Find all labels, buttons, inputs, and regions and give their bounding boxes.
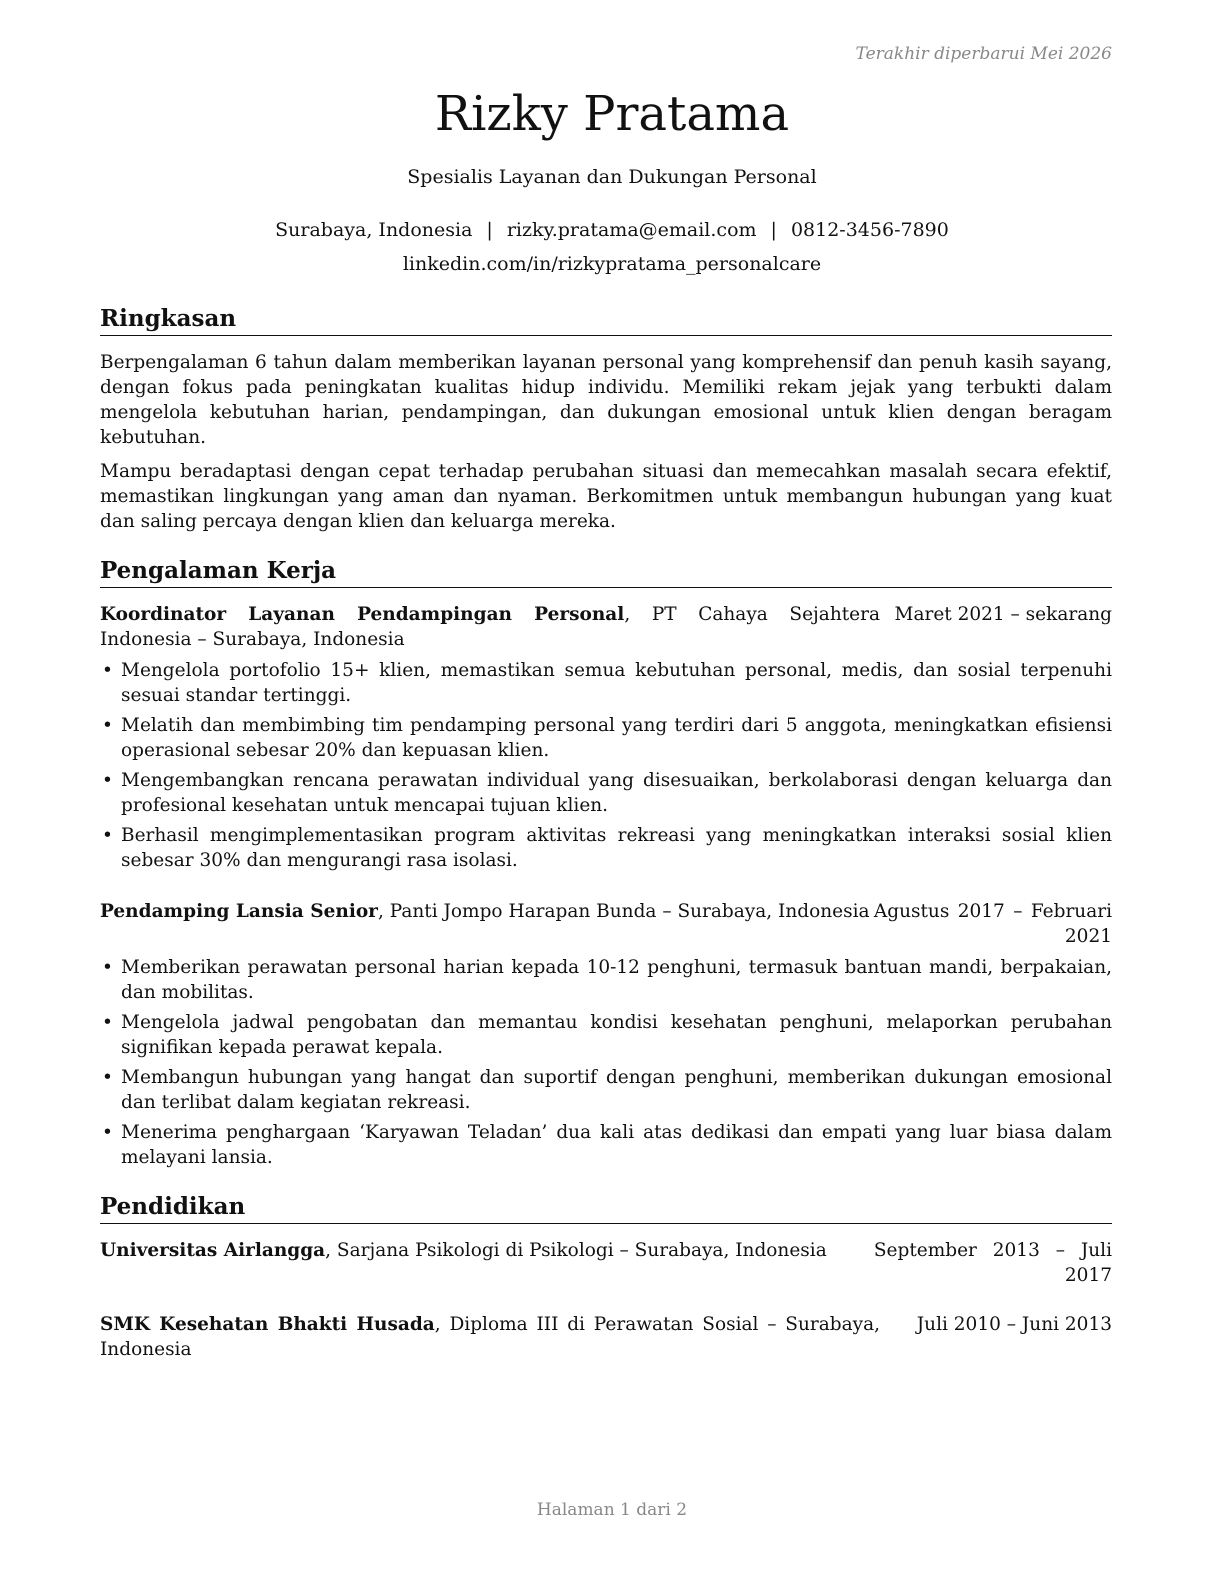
experience-section <box>100 556 1112 1170</box>
job-title-line <box>100 602 880 652</box>
job-bullet-list <box>100 955 1112 1170</box>
job-role: Pendamping Lansia Senior <box>100 901 378 922</box>
contact-separator: | <box>486 219 493 241</box>
contact-line <box>0 219 1224 241</box>
resume-body <box>100 304 1112 1362</box>
education-entry <box>100 1312 1112 1362</box>
degree-detail: , Sarjana Psikologi di Psikologi – Surabaya, Indonesia <box>325 1240 827 1261</box>
job-dates: Maret 2021 – sekarang <box>894 604 1112 625</box>
list-item: • Berhasil mengimplementasikan program aktivitas rekreasi yang meningkatkan interaksi sosial klien sebesar 30% dan mengurangi rasa isolasi. <box>100 823 1112 873</box>
summary-section <box>100 304 1112 534</box>
section-title-summary: Ringkasan <box>100 304 1112 336</box>
contact-separator: | <box>770 219 777 241</box>
list-item: • Mengembangkan rencana perawatan individual yang disesuaikan, berkolaborasi dengan keluarga dan profesional kesehatan untuk mencapai tujuan klien. <box>100 768 1112 818</box>
email-link[interactable]: rizky.pratama@email.com <box>506 219 757 241</box>
school-name: Universitas Airlangga <box>100 1240 326 1261</box>
page-number: Halaman 1 dari 2 <box>536 1500 688 1520</box>
list-item: • Mengelola portofolio 15+ klien, memastikan semua kebutuhan personal, medis, dan sosial terpenuhi sesuai standar tertinggi. <box>100 658 1112 708</box>
job-organization: , Panti Jompo Harapan Bunda – Surabaya, Indonesia <box>377 901 870 922</box>
job-entry <box>100 899 1112 1170</box>
section-title-education: Pendidikan <box>100 1192 1112 1224</box>
education-dates: Juli 2010 – Juni 2013 <box>916 1314 1112 1335</box>
section-title-experience: Pengalaman Kerja <box>100 556 1112 588</box>
location-text: Surabaya, Indonesia <box>275 219 473 241</box>
linkedin-link[interactable]: linkedin.com/in/rizkypratama_personalcare <box>402 253 822 275</box>
school-name: SMK Kesehatan Bhakti Husada <box>100 1314 435 1335</box>
job-title-line <box>100 899 874 949</box>
phone-text: 0812-3456-7890 <box>790 219 949 241</box>
list-item: • Membangun hubungan yang hangat dan suportif dengan penghuni, memberikan dukungan emosional dan terlibat dalam kegiatan rekreasi. <box>100 1065 1112 1115</box>
list-item: • Menerima penghargaan ‘Karyawan Teladan’ dua kali atas dedikasi dan empati yang luar biasa dalam melayani lansia. <box>100 1120 1112 1170</box>
job-role: Koordinator Layanan Pendampingan Personal <box>100 604 625 625</box>
list-item: • Memberikan perawatan personal harian kepada 10-12 penghuni, termasuk bantuan mandi, berpakaian, dan mobilitas. <box>100 955 1112 1005</box>
job-dates: Agustus 2017 – Februari 2021 <box>873 901 1112 947</box>
job-subtitle: Spesialis Layanan dan Dukungan Personal <box>407 166 817 188</box>
education-header <box>100 1238 1112 1288</box>
education-entry <box>100 1238 1112 1288</box>
degree-detail: , Diploma III di Perawatan Sosial – Surabaya, Indonesia <box>100 1314 880 1360</box>
education-title-line <box>100 1238 874 1288</box>
job-header <box>100 899 1112 949</box>
list-item: • Melatih dan membimbing tim pendamping personal yang terdiri dari 5 anggota, meningkatkan efisiensi operasional sebesar 20% dan kepuasan klien. <box>100 713 1112 763</box>
list-item: • Mengelola jadwal pengobatan dan memantau kondisi kesehatan penghuni, melaporkan perubahan signifikan kepada perawat kepala. <box>100 1010 1112 1060</box>
last-updated-note: Terakhir diperbarui Mei 2026 <box>855 44 1112 64</box>
summary-paragraph: Mampu beradaptasi dengan cepat terhadap perubahan situasi dan memecahkan masalah secara efektif, memastikan lingkungan yang aman dan nyaman. Berkomitmen untuk membangun hubungan yang kuat dan saling percaya dengan klien dan keluarga mereka. <box>100 461 1112 532</box>
job-header <box>100 602 1112 652</box>
person-name: Rizky Pratama <box>434 86 790 142</box>
job-entry <box>100 602 1112 873</box>
education-title-line <box>100 1312 880 1362</box>
education-header <box>100 1312 1112 1362</box>
job-bullet-list <box>100 658 1112 873</box>
education-section <box>100 1192 1112 1362</box>
education-dates: September 2013 – Juli 2017 <box>873 1240 1112 1286</box>
job-organization: , PT Cahaya Sejahtera Indonesia – Surabaya, Indonesia <box>100 604 880 650</box>
summary-paragraph: Berpengalaman 6 tahun dalam memberikan layanan personal yang komprehensif dan penuh kasih sayang, dengan fokus pada peningkatan kualitas hidup individu. Memiliki rekam jejak yang terbukti dalam mengelola kebutuhan harian, pendampingan, dan dukungan emosional untuk klien dengan beragam kebutuhan. <box>100 352 1112 448</box>
